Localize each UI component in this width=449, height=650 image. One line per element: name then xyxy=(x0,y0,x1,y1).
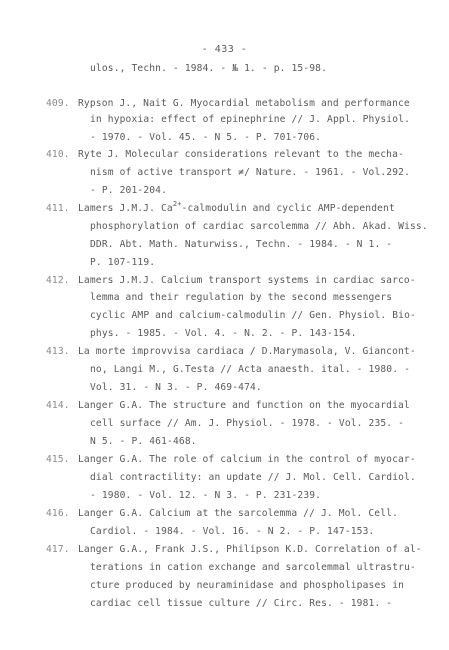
page-number: - 433 - xyxy=(201,44,248,55)
reference-text: Lamers J.M.J. Calcium transport systems in cardiac sarco- xyxy=(78,275,416,286)
reference-text: dial contractility: an update // J. Mol. Cell. Cardiol. xyxy=(90,472,416,483)
reference-text: Ryte J. Molecular considerations relevant to the mecha- xyxy=(78,149,404,160)
reference-text: DDR. Abt. Math. Naturwiss., Techn. - 1984. - N 1. - xyxy=(90,239,393,250)
reference-text: phosphorylation of cardiac sarcolemma // Abh. Akad. Wiss. xyxy=(90,221,428,232)
reference-text: ulos., Techn. - 1984. - № 1. - p. 15-98. xyxy=(90,63,328,74)
reference-text: P. 107-119. xyxy=(90,257,156,268)
reference-text: phys. - 1985. - Vol. 4. - N. 2. - P. 143-154. xyxy=(90,328,357,339)
reference-text: Langer G.A., Frank J.S., Philipson K.D. Correlation of al- xyxy=(78,544,422,555)
reference-text: Langer G.A. Calcium at the sarcolemma // J. Mol. Cell. xyxy=(78,508,398,519)
reference-text: - P. 201-204. xyxy=(90,185,168,196)
reference-text: La morte improvvisa cardiaca / D.Marymasola, V. Giancont- xyxy=(78,346,416,357)
reference-text-tail: -calmodulin and cyclic AMP-dependent xyxy=(181,203,395,214)
reference-text: Lamers J.M.J. $Ca^{2+}$-calmodulin and cyclic AMP-dependent xyxy=(78,200,395,214)
reference-number: 416. xyxy=(46,508,70,519)
reference-text: Rypson J., Nait G. Myocardial metabolism and performance xyxy=(78,98,410,109)
reference-text: Cardiol. - 1984. - Vol. 16. - N 2. - P. 147-153. xyxy=(90,526,375,537)
reference-number: 417. xyxy=(46,544,70,555)
reference-text: no, Langi M., G.Testa // Acta anaesth. ital. - 1980. - xyxy=(90,364,410,375)
reference-number: 409. xyxy=(46,98,70,109)
reference-text: cardiac cell tissue culture // Circ. Res. - 1981. - xyxy=(90,598,393,609)
reference-text: nism of active transport ≠/ Nature. - 1961. - Vol.292. xyxy=(90,167,410,178)
reference-text: - 1970. - Vol. 45. - N 5. - P. 701-706. xyxy=(90,132,322,143)
reference-text: in hypoxia: effect of epinephrine // J. Appl. Physiol. xyxy=(90,114,410,125)
reference-text: cture produced by neuraminidase and phospholipases in xyxy=(90,580,405,591)
reference-number: 415. xyxy=(46,454,70,465)
reference-text: Langer G.A. The structure and function on the myocardial xyxy=(78,400,410,411)
reference-text: - 1980. - Vol. 12. - N 3. - P. 231-239. xyxy=(90,490,322,501)
reference-number: 411. xyxy=(46,203,70,214)
superscript: 2+ xyxy=(172,200,182,208)
reference-number: 413. xyxy=(46,346,70,357)
reference-text: terations in cation exchange and sarcolemmal ultrastru- xyxy=(90,562,416,573)
reference-text: Vol. 31. - N 3. - P. 469-474. xyxy=(90,382,262,393)
reference-text: Langer G.A. The role of calcium in the control of myocar- xyxy=(78,454,416,465)
reference-number: 412. xyxy=(46,275,70,286)
reference-text: cell surface // Am. J. Physiol. - 1978. - Vol. 235. - xyxy=(90,418,405,429)
reference-text: N 5. - P. 461-468. xyxy=(90,436,197,447)
reference-number: 414. xyxy=(46,400,70,411)
reference-text: lemma and their regulation by the second messengers xyxy=(90,292,393,303)
reference-number: 410. xyxy=(46,149,70,160)
reference-text: cyclic AMP and calcium-calmodulin // Gen. Physiol. Bio- xyxy=(90,310,416,321)
